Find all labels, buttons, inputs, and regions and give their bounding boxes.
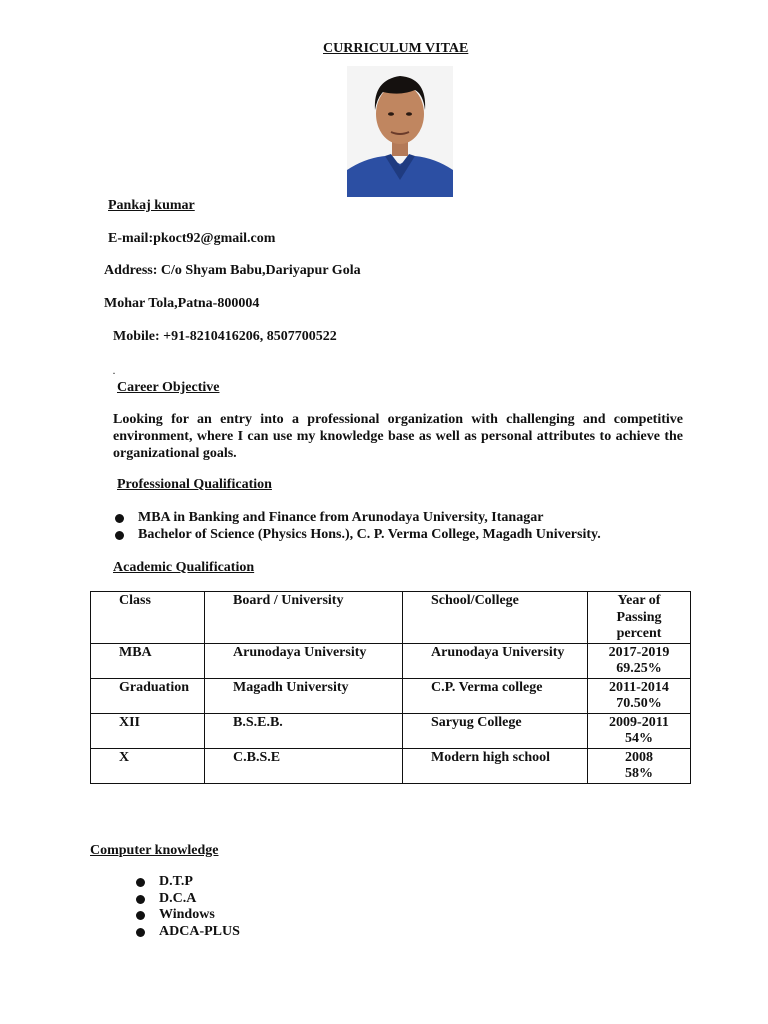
document-title: CURRICULUM VITAE [323,41,469,56]
cell-year-range: 2017-2019 [608,644,670,660]
table-row [91,748,691,783]
list-item-text: Bachelor of Science (Physics Hons.), C. P. Verma College, Magadh University. [138,526,601,542]
table-row [91,643,691,678]
cell-percent: 54% [625,731,653,746]
list-item [134,924,240,941]
cell-year [588,713,691,748]
mobile-line: Mobile: +91-8210416206, 8507700522 [113,329,337,344]
cell-class: XII [91,713,205,748]
address-line-1: Address: C/o Shyam Babu,Dariyapur Gola [104,263,361,278]
cell-year [588,748,691,783]
list-item [113,527,601,544]
candidate-name: Pankaj kumar [108,198,195,213]
header-cell-school: School/College [403,592,588,644]
table-row [91,678,691,713]
bullet-icon [115,531,124,540]
header-cell-year [588,592,691,644]
list-item [134,891,240,908]
table-header-row [91,592,691,644]
career-objective-text: Looking for an entry into a professional organization with challenging and competitive environment, where I can use my knowledge base as well as personal attributes to achieve the organizational goals. [113,412,683,461]
cell-school: Saryug College [403,713,588,748]
header-cell-class: Class [91,592,205,644]
bullet-icon [136,911,145,920]
list-item-text: D.C.A [159,890,197,906]
cell-year-range: 2009-2011 [609,714,669,730]
cell-board: Arunodaya University [205,643,403,678]
computer-knowledge-heading: Computer knowledge [90,843,219,858]
list-item-text: D.T.P [159,874,193,889]
header-year-line-2: Passing [616,609,662,625]
list-item [134,907,240,924]
address-line-2: Mohar Tola,Patna-800004 [104,296,260,311]
header-year-line-1: Year of [617,593,661,608]
header-cell-board: Board / University [205,592,403,644]
cell-board: B.S.E.B. [205,713,403,748]
cell-year [588,643,691,678]
cell-board: C.B.S.E [205,748,403,783]
academic-qualification-heading: Academic Qualification [113,560,255,575]
cell-class: X [91,748,205,783]
cell-school: Modern high school [403,748,588,783]
list-item [134,874,240,891]
cell-percent: 70.50% [616,696,662,711]
table-row [91,713,691,748]
cell-class: Graduation [91,678,205,713]
professional-qualification-heading: Professional Qualification [117,477,272,492]
cell-year-range: 2008 [625,749,653,765]
header-year-line-3: percent [616,626,662,641]
cell-class: MBA [91,643,205,678]
cell-percent: 58% [625,766,653,781]
list-item [113,510,601,527]
bullet-icon [115,514,124,523]
stray-dot: . [113,367,115,376]
list-item-text: MBA in Banking and Finance from Arunodaya University, Itanagar [138,510,544,525]
professional-qualification-list [113,510,601,543]
computer-knowledge-list [134,874,240,940]
bullet-icon [136,878,145,887]
list-item-text: Windows [159,907,215,922]
cell-percent: 69.25% [616,661,662,676]
cell-school: C.P. Verma college [403,678,588,713]
list-item-text: ADCA-PLUS [159,923,240,939]
email-line: E-mail:pkoct92@gmail.com [108,231,276,246]
career-objective-heading: Career Objective [117,380,220,395]
profile-photo-image [347,66,453,197]
bullet-icon [136,928,145,937]
cell-year-range: 2011-2014 [609,679,669,695]
bullet-icon [136,895,145,904]
profile-photo [347,66,453,197]
academic-qualification-table [90,591,691,784]
cell-board: Magadh University [205,678,403,713]
cell-year [588,678,691,713]
cell-school: Arunodaya University [403,643,588,678]
